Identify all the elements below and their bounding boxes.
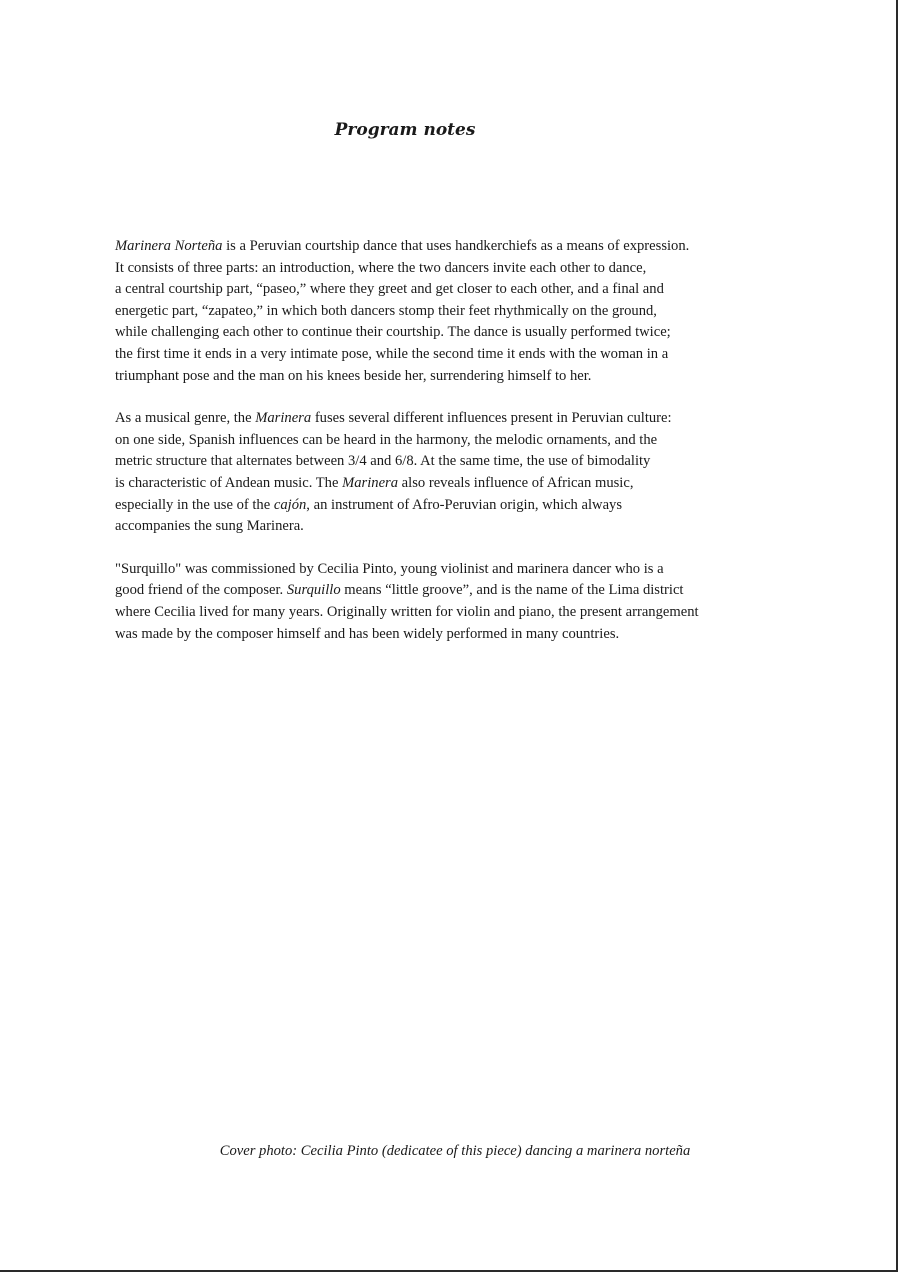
text-line: [115, 602, 815, 624]
text-run: a central courtship part, “paseo,” where they greet and get closer to each other, and a final and: [115, 281, 664, 298]
text-line: [115, 430, 815, 452]
text-run: fuses several different influences present in Peruvian culture:: [311, 410, 672, 427]
text-line: [115, 322, 815, 344]
text-line: [115, 580, 815, 602]
text-run: metric structure that alternates between 3/4 and 6/8. At the same time, the use of bimodality: [115, 453, 651, 470]
italic-term: Marinera: [255, 410, 312, 427]
text-run: "Surquillo" was commissioned by Cecilia Pinto, young violinist and marinera dancer who is a: [115, 560, 664, 577]
text-run: accompanies the sung Marinera.: [115, 518, 304, 535]
text-line: [115, 366, 815, 388]
text-line: [115, 344, 815, 366]
program-notes-body: [115, 236, 815, 666]
text-line: [115, 516, 815, 538]
paragraph: [115, 236, 815, 387]
text-line: [115, 258, 815, 280]
text-run: was made by the composer himself and has been widely performed in many countries.: [115, 625, 620, 642]
italic-term: cajón: [273, 496, 307, 513]
text-run: energetic part, “zapateo,” in which both dancers stomp their feet rhythmically on the ground,: [115, 302, 657, 319]
italic-term: Marinera: [342, 474, 399, 491]
text-run: especially in the use of the: [115, 496, 274, 513]
page-title: Program notes: [334, 120, 476, 140]
paragraph: [115, 408, 815, 538]
text-line: [115, 559, 815, 581]
text-line: [115, 279, 815, 301]
text-line: [115, 451, 815, 473]
text-run: is a Peruvian courtship dance that uses handkerchiefs as a means of expression.: [222, 238, 690, 254]
text-run: , an instrument of Afro-Peruvian origin, which always: [306, 496, 623, 513]
cover-photo-caption: Cover photo: Cecilia Pinto (dedicatee of this piece) dancing a marinera norteña: [219, 1143, 691, 1159]
text-line: [115, 408, 815, 430]
text-line: [115, 473, 815, 495]
text-line: [115, 236, 815, 258]
text-run: while challenging each other to continue their courtship. The dance is usually performed twice;: [115, 324, 671, 341]
text-run: As a musical genre, the: [115, 410, 256, 427]
text-run: means “little groove”, and is the name of the Lima district: [340, 582, 684, 599]
text-run: is characteristic of Andean music. The: [115, 474, 343, 491]
italic-term: Marinera Norteña: [115, 238, 223, 254]
text-run: It consists of three parts: an introduction, where the two dancers invite each other to dance,: [115, 259, 647, 276]
text-line: [115, 624, 815, 646]
text-run: the first time it ends in a very intimate pose, while the second time it ends with the woman in a: [115, 345, 669, 362]
text-run: where Cecilia lived for many years. Originally written for violin and piano, the present arrangement: [115, 603, 699, 620]
text-run: triumphant pose and the man on his knees beside her, surrendering himself to her.: [115, 367, 592, 384]
text-line: [115, 301, 815, 323]
italic-term: Surquillo: [286, 582, 341, 599]
text-run: on one side, Spanish influences can be heard in the harmony, the melodic ornaments, and the: [115, 431, 658, 448]
text-line: [115, 495, 815, 517]
paragraph: [115, 559, 815, 645]
text-run: good friend of the composer.: [115, 582, 287, 599]
text-run: also reveals influence of African music,: [398, 474, 634, 491]
